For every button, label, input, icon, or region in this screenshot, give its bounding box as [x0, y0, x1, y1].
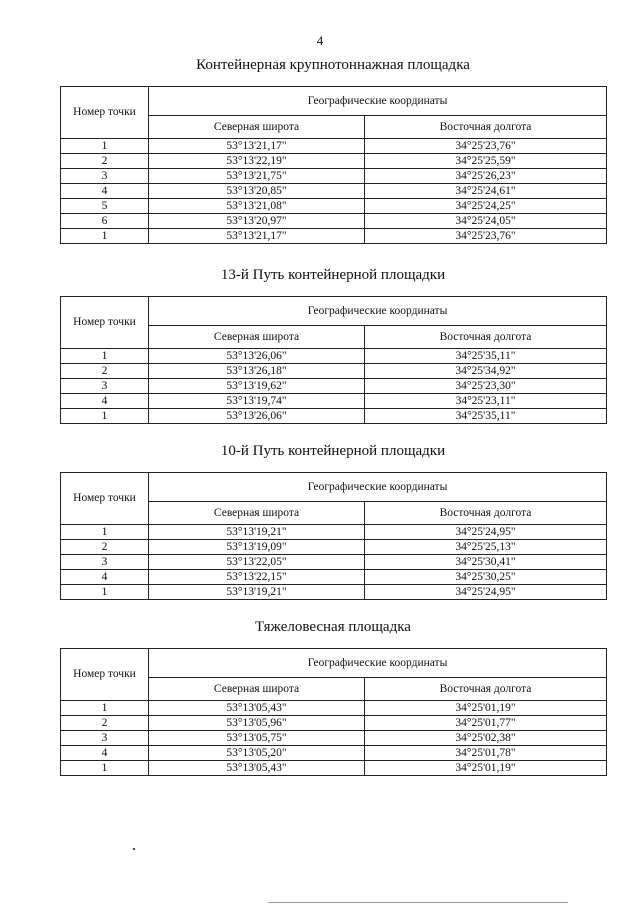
longitude-cell: 34°25'26,23"	[365, 169, 607, 184]
table-row	[61, 184, 607, 199]
section-title: 13-й Путь контейнерной площадки	[220, 267, 446, 283]
latitude-cell: 53°13'26,06"	[149, 409, 365, 424]
longitude-cell: 34°25'35,11"	[365, 349, 607, 364]
section-title: Тяжеловесная площадка	[255, 619, 411, 635]
latitude-cell: 53°13'22,19"	[149, 154, 365, 169]
longitude-cell: 34°25'30,25"	[365, 570, 607, 585]
coordinates-table	[60, 296, 607, 424]
east-longitude-header: Восточная долгота	[365, 326, 607, 349]
point-number-cell: 2	[61, 716, 149, 731]
point-number-cell: 1	[61, 585, 149, 600]
point-number-cell: 1	[61, 525, 149, 540]
latitude-cell: 53°13'21,17"	[149, 229, 365, 244]
longitude-cell: 34°25'01,19"	[365, 701, 607, 716]
table-row	[61, 394, 607, 409]
latitude-cell: 53°13'21,75"	[149, 169, 365, 184]
geo-coordinates-header: Географические координаты	[149, 473, 607, 502]
page-number: 4	[316, 33, 324, 48]
point-number-cell: 1	[61, 701, 149, 716]
longitude-cell: 34°25'35,11"	[365, 409, 607, 424]
point-number-cell: 1	[61, 409, 149, 424]
longitude-cell: 34°25'23,76"	[365, 229, 607, 244]
point-number-cell: 4	[61, 570, 149, 585]
section-title: 10-й Путь контейнерной площадки	[220, 443, 446, 459]
table-row	[61, 409, 607, 424]
point-number-header: Номер точки	[61, 297, 149, 349]
point-number-cell: 3	[61, 169, 149, 184]
latitude-cell: 53°13'26,06"	[149, 349, 365, 364]
table-row	[61, 746, 607, 761]
longitude-cell: 34°25'30,41"	[365, 555, 607, 570]
table-row	[61, 701, 607, 716]
longitude-cell: 34°25'01,78"	[365, 746, 607, 761]
section-heavy-cargo-area	[60, 618, 606, 776]
point-number-cell: 4	[61, 394, 149, 409]
latitude-cell: 53°13'05,43"	[149, 701, 365, 716]
longitude-cell: 34°25'24,05"	[365, 214, 607, 229]
table-row	[61, 214, 607, 229]
geo-coordinates-header: Географические координаты	[149, 649, 607, 678]
latitude-cell: 53°13'21,08"	[149, 199, 365, 214]
section-track-13	[60, 266, 606, 424]
latitude-cell: 53°13'20,85"	[149, 184, 365, 199]
coordinates-table	[60, 648, 607, 776]
geo-coordinates-header: Географические координаты	[149, 297, 607, 326]
north-latitude-header: Северная широта	[149, 116, 365, 139]
point-number-cell: 2	[61, 154, 149, 169]
table-row	[61, 731, 607, 746]
scan-edge-line	[268, 902, 568, 903]
table-row	[61, 540, 607, 555]
latitude-cell: 53°13'05,43"	[149, 761, 365, 776]
point-number-cell: 5	[61, 199, 149, 214]
point-number-cell: 1	[61, 229, 149, 244]
point-number-cell: 1	[61, 139, 149, 154]
longitude-cell: 34°25'34,92"	[365, 364, 607, 379]
longitude-cell: 34°25'23,30"	[365, 379, 607, 394]
latitude-cell: 53°13'19,21"	[149, 525, 365, 540]
longitude-cell: 34°25'02,38"	[365, 731, 607, 746]
table-row	[61, 349, 607, 364]
table-row	[61, 199, 607, 214]
coordinates-table	[60, 472, 607, 600]
latitude-cell: 53°13'21,17"	[149, 139, 365, 154]
table-row	[61, 716, 607, 731]
point-number-cell: 2	[61, 540, 149, 555]
geo-coordinates-header: Географические координаты	[149, 87, 607, 116]
longitude-cell: 34°25'25,59"	[365, 154, 607, 169]
longitude-cell: 34°25'23,11"	[365, 394, 607, 409]
north-latitude-header: Северная широта	[149, 502, 365, 525]
longitude-cell: 34°25'24,95"	[365, 585, 607, 600]
table-row	[61, 570, 607, 585]
longitude-cell: 34°25'01,77"	[365, 716, 607, 731]
section-track-10	[60, 442, 606, 600]
east-longitude-header: Восточная долгота	[365, 116, 607, 139]
point-number-header: Номер точки	[61, 473, 149, 525]
point-number-cell: 2	[61, 364, 149, 379]
north-latitude-header: Северная широта	[149, 678, 365, 701]
coordinates-table	[60, 86, 607, 244]
point-number-cell: 6	[61, 214, 149, 229]
latitude-cell: 53°13'19,09"	[149, 540, 365, 555]
point-number-cell: 1	[61, 761, 149, 776]
north-latitude-header: Северная широта	[149, 326, 365, 349]
table-row	[61, 585, 607, 600]
latitude-cell: 53°13'26,18"	[149, 364, 365, 379]
latitude-cell: 53°13'05,20"	[149, 746, 365, 761]
section-title: Контейнерная крупнотоннажная площадка	[196, 57, 470, 73]
table-row	[61, 139, 607, 154]
latitude-cell: 53°13'19,74"	[149, 394, 365, 409]
section-container-area	[60, 56, 606, 244]
latitude-cell: 53°13'22,15"	[149, 570, 365, 585]
latitude-cell: 53°13'05,75"	[149, 731, 365, 746]
point-number-cell: 3	[61, 379, 149, 394]
point-number-header: Номер точки	[61, 649, 149, 701]
table-row	[61, 229, 607, 244]
table-row	[61, 154, 607, 169]
point-number-cell: 3	[61, 555, 149, 570]
latitude-cell: 53°13'19,21"	[149, 585, 365, 600]
longitude-cell: 34°25'23,76"	[365, 139, 607, 154]
point-number-cell: 1	[61, 349, 149, 364]
latitude-cell: 53°13'20,97"	[149, 214, 365, 229]
table-row	[61, 169, 607, 184]
table-row	[61, 525, 607, 540]
latitude-cell: 53°13'05,96"	[149, 716, 365, 731]
latitude-cell: 53°13'22,05"	[149, 555, 365, 570]
table-row	[61, 761, 607, 776]
longitude-cell: 34°25'25,13"	[365, 540, 607, 555]
point-number-cell: 4	[61, 184, 149, 199]
east-longitude-header: Восточная долгота	[365, 502, 607, 525]
latitude-cell: 53°13'19,62"	[149, 379, 365, 394]
table-row	[61, 379, 607, 394]
longitude-cell: 34°25'24,61"	[365, 184, 607, 199]
scan-speck	[133, 848, 135, 850]
table-row	[61, 555, 607, 570]
longitude-cell: 34°25'24,95"	[365, 525, 607, 540]
longitude-cell: 34°25'24,25"	[365, 199, 607, 214]
longitude-cell: 34°25'01,19"	[365, 761, 607, 776]
point-number-header: Номер точки	[61, 87, 149, 139]
east-longitude-header: Восточная долгота	[365, 678, 607, 701]
point-number-cell: 4	[61, 746, 149, 761]
point-number-cell: 3	[61, 731, 149, 746]
table-row	[61, 364, 607, 379]
